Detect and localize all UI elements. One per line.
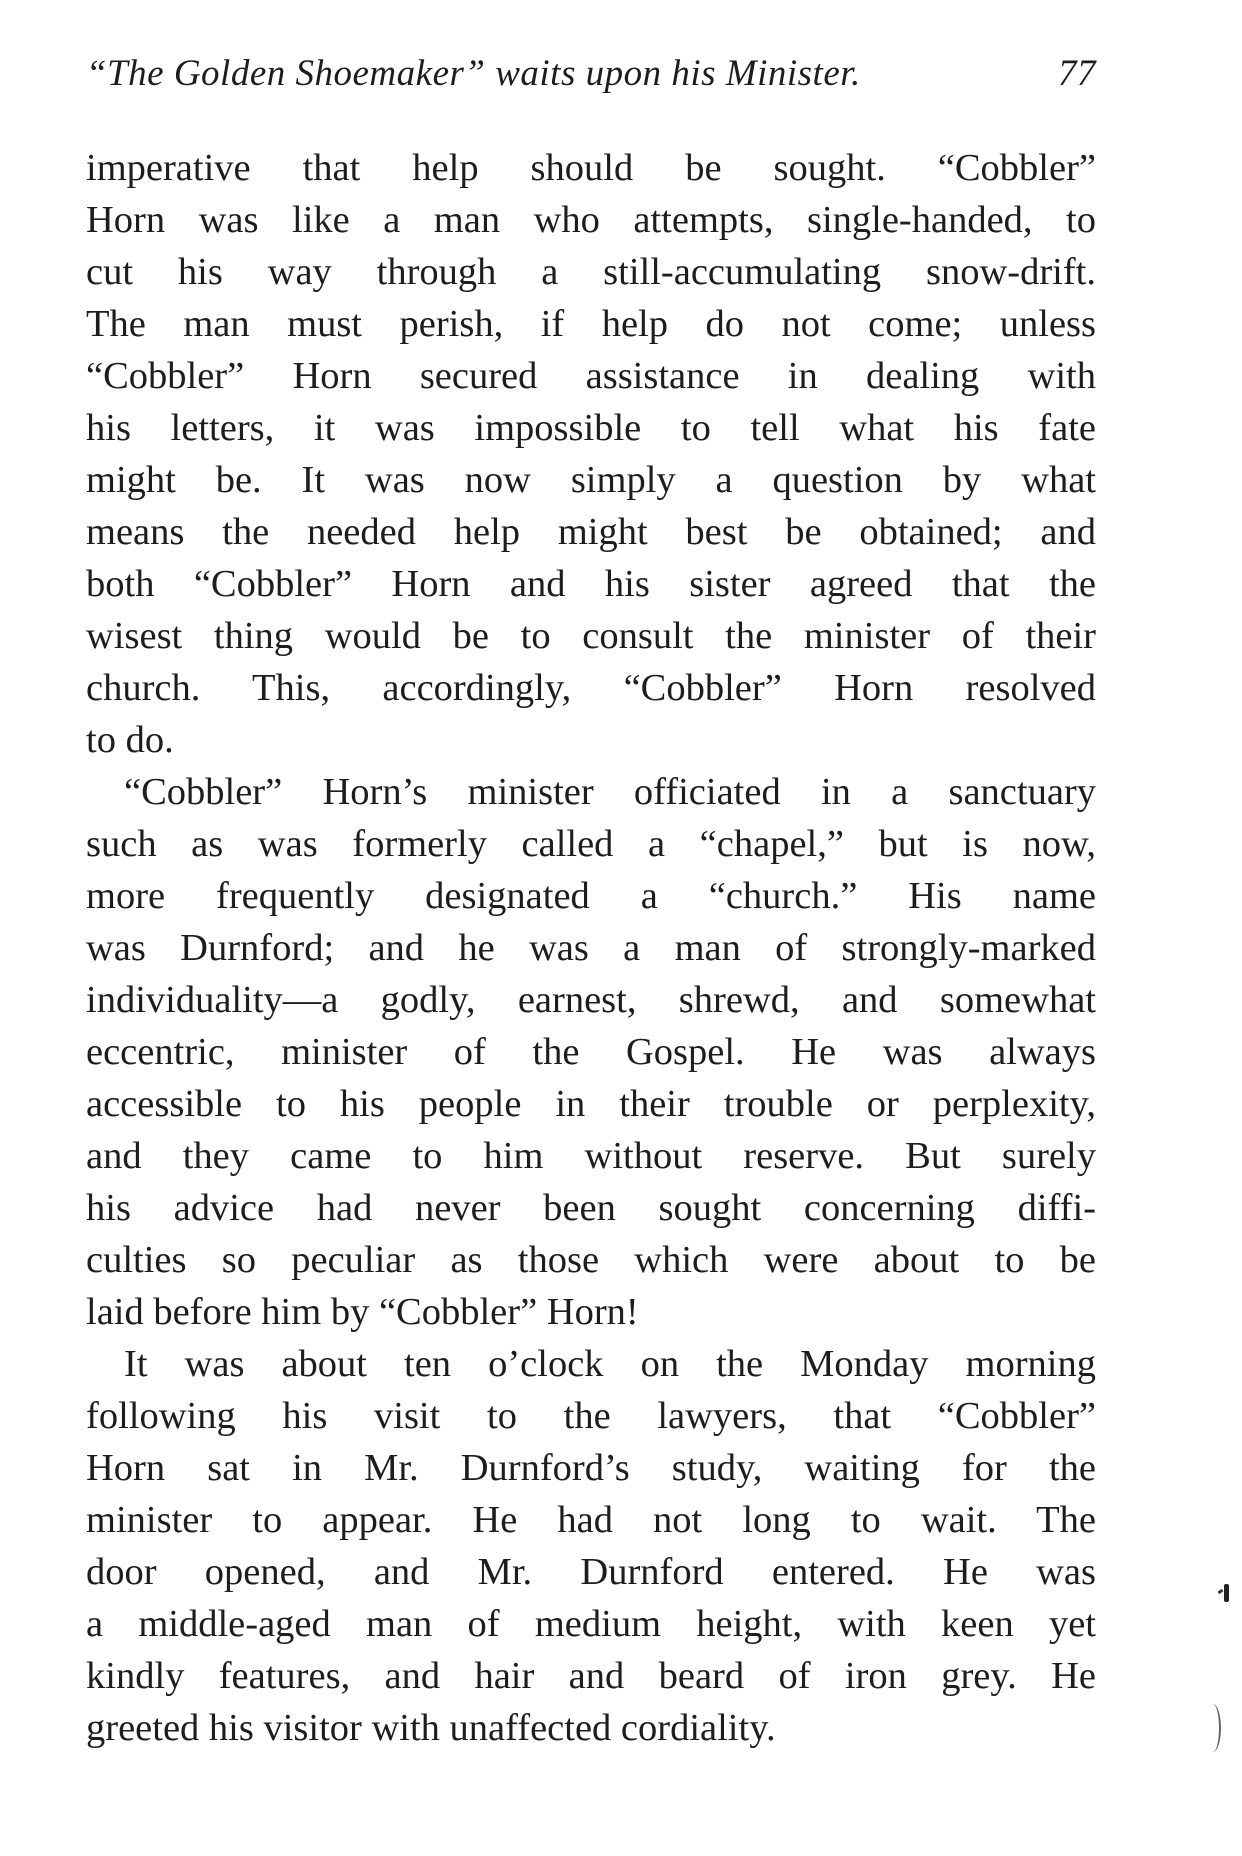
text-line: kindly features, and hair and beard of iron grey. He <box>86 1655 1096 1697</box>
text-line: greeted his visitor with unaffected cordiality. <box>86 1707 776 1749</box>
text-line: and they came to him without reserve. But surely <box>86 1135 1096 1177</box>
text-line: culties so peculiar as those which were about to be <box>86 1239 1096 1281</box>
page-number: 77 <box>1058 53 1096 94</box>
text-line: Horn sat in Mr. Durnford’s study, waiting for the <box>86 1447 1096 1489</box>
text-line: accessible to his people in their trouble or perplexity, <box>86 1083 1096 1125</box>
text-line: following his visit to the lawyers, that “Cobbler” <box>86 1395 1096 1437</box>
text-line: imperative that help should be sought. “Cobbler” <box>86 147 1096 189</box>
margin-ink-mark <box>1218 1582 1228 1604</box>
running-title: “The Golden Shoemaker” waits upon his Minister. <box>86 53 861 94</box>
text-line: laid before him by “Cobbler” Horn! <box>86 1291 639 1333</box>
text-line: might be. It was now simply a question by what <box>86 459 1096 501</box>
text-line: wisest thing would be to consult the minister of their <box>86 615 1096 657</box>
text-line: “Cobbler” Horn’s minister officiated in a sanctuary <box>124 771 1096 813</box>
text-line: more frequently designated a “church.” His name <box>86 875 1096 917</box>
text-line: his advice had never been sought concerning diffi- <box>86 1187 1096 1229</box>
text-line: cut his way through a still-accumulating snow-drift. <box>86 251 1096 293</box>
text-line: means the needed help might best be obtained; and <box>86 511 1096 553</box>
text-line: such as was formerly called a “chapel,” but is now, <box>86 823 1096 865</box>
text-line: was Durnford; and he was a man of strongly-marked <box>86 927 1096 969</box>
running-head <box>86 52 1096 108</box>
text-line: individuality—a godly, earnest, shrewd, and somewhat <box>86 979 1096 1021</box>
text-line: eccentric, minister of the Gospel. He was always <box>86 1031 1096 1073</box>
text-line: door opened, and Mr. Durnford entered. He was <box>86 1551 1096 1593</box>
text-line: to do. <box>86 719 174 761</box>
margin-bracket-mark <box>1205 1704 1221 1752</box>
text-line: a middle-aged man of medium height, with keen yet <box>86 1603 1096 1645</box>
text-line: minister to appear. He had not long to wait. The <box>86 1499 1096 1541</box>
text-line: It was about ten o’clock on the Monday morning <box>124 1343 1096 1385</box>
text-line: church. This, accordingly, “Cobbler” Horn resolved <box>86 667 1096 709</box>
body-text <box>86 142 1096 1754</box>
text-line: both “Cobbler” Horn and his sister agreed that the <box>86 563 1096 605</box>
text-line: his letters, it was impossible to tell what his fate <box>86 407 1096 449</box>
text-line: “Cobbler” Horn secured assistance in dealing with <box>86 355 1096 397</box>
text-line: Horn was like a man who attempts, single-handed, to <box>86 199 1096 241</box>
text-line: The man must perish, if help do not come; unless <box>86 303 1096 345</box>
